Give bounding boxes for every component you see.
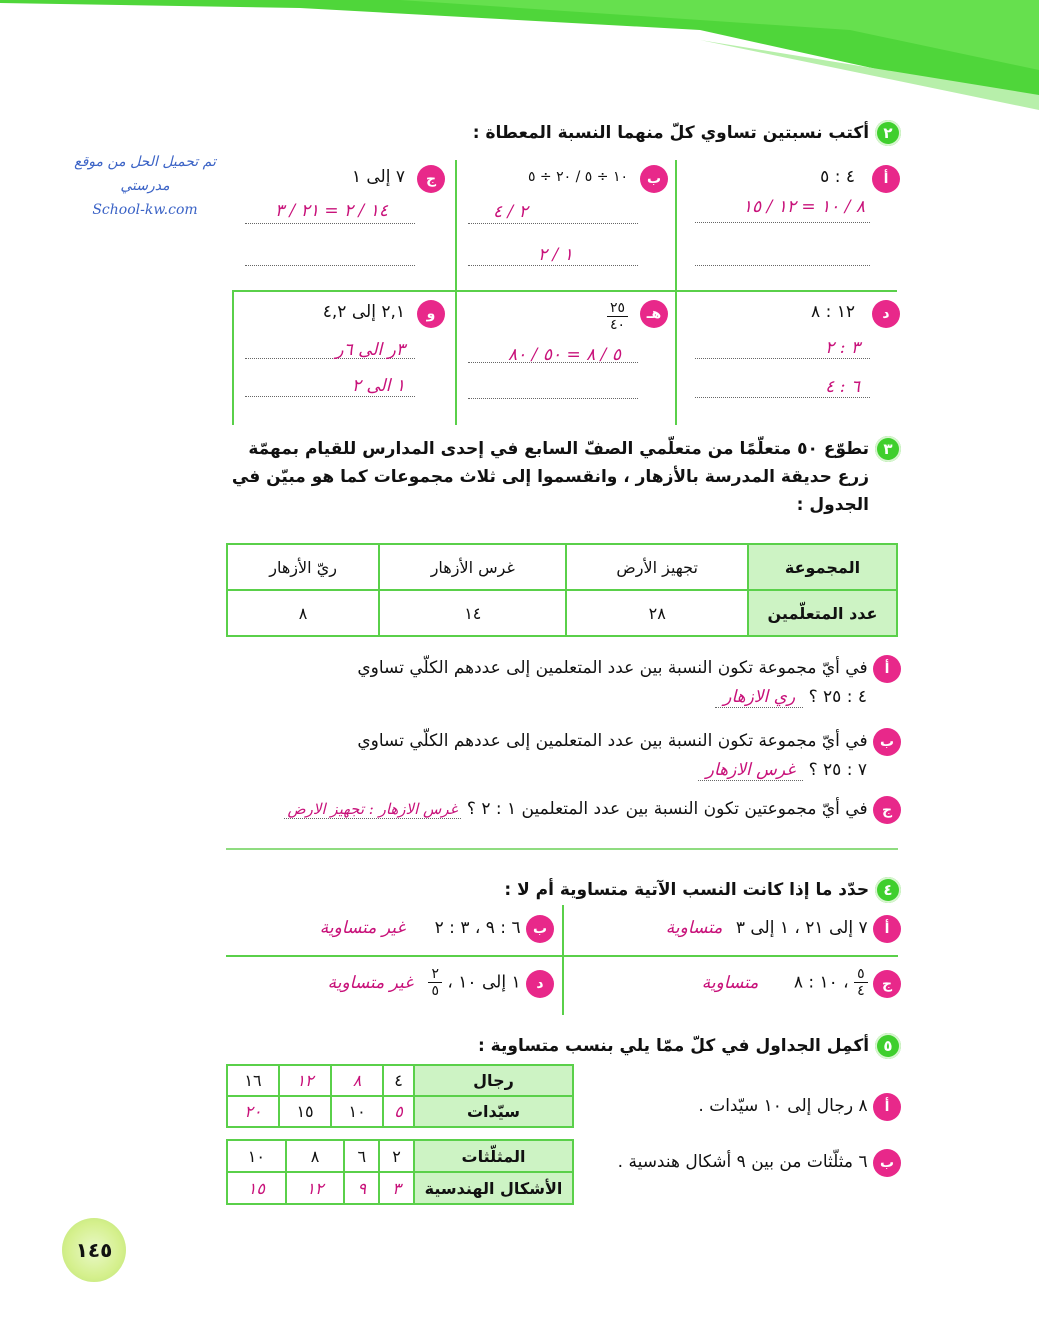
q4-number: ٤ (875, 877, 901, 903)
q2-cell-f (240, 300, 445, 420)
q5-b-cell: ٣ (379, 1172, 414, 1204)
q5-part-b (618, 1148, 901, 1177)
q4-grid-vline (562, 905, 564, 1015)
q2-f-letter: و (417, 300, 445, 328)
q3-line2: زرع حديقة المدرسة بالأزهار ، وانقسموا إلى ثلاث مجموعات كما هو مبيّن في (231, 467, 869, 487)
watermark-line3: School-kw.com (92, 202, 198, 218)
q5-a-cell: ٨ (331, 1065, 383, 1096)
q2-a-answer: ٨ / ١٠ = ١٢ / ١٥ (742, 197, 865, 217)
q4-a-text: ٧ إلى ٢١ ، ١ إلى ٣ (735, 918, 868, 938)
q4-heading (504, 877, 901, 903)
q2-grid-vline (455, 160, 457, 425)
q3-part-a (201, 654, 901, 711)
q4-c-letter: ج (873, 970, 901, 998)
q3-header-group: المجموعة (748, 544, 897, 590)
q3-cell-plant: ١٤ (379, 590, 566, 636)
q4-d-fraction: $\frac{٢}{٥}$ (428, 966, 442, 999)
watermark (50, 150, 240, 222)
q3-c-letter: ج (873, 796, 901, 824)
q2-cell-e (463, 300, 668, 420)
q2-d-answer2: ٦ : ٤ (825, 377, 860, 397)
q2-e-frac-bot: ٤٠ (609, 317, 625, 333)
q3-cell-prepare: ٢٨ (566, 590, 748, 636)
q2-a-letter: أ (872, 165, 900, 193)
q2-e-fraction (607, 300, 628, 333)
q3-part-b (201, 727, 901, 784)
q3-b-line1: في أيّ مجموعة تكون النسبة بين عدد المتعلمين إلى عددهم الكلّي تساوي (357, 731, 868, 751)
q3-b-answer: غرس الازهار (698, 760, 803, 781)
q5-a-cell: ١٦ (227, 1065, 279, 1096)
q2-e-frac-top: ٢٥ (607, 300, 628, 317)
q2-f-prompt: ٢,١ إلى ٤,٢ (322, 302, 405, 322)
q3-c-line1: في أيّ مجموعتين تكون النسبة بين عدد المتعلمين ١ : ٢ ؟ (466, 799, 868, 819)
q4-b-answer: غير متساوية (319, 918, 406, 938)
q4-part-a (666, 914, 901, 943)
q2-title: أكتب نسبتين تساوي كلّ منهما النسبة المعطاة : (472, 123, 870, 143)
q5-title: أكمِل الجداول في كلّ ممّا يلي بنسب متساوية : (477, 1036, 870, 1056)
q2-c-answer: ١٤ / ٢ = ٢١ / ٣ (275, 201, 388, 221)
q5-b-cell: ٦ (344, 1140, 379, 1172)
q5-a-cell: ٤ (383, 1065, 414, 1096)
q5-heading (478, 1033, 901, 1059)
section-divider (226, 848, 898, 850)
q2-c-prompt: ٧ إلى ١ (351, 167, 405, 187)
q5-a-text: ٨ رجال إلى ١٠ سيّدات . (698, 1096, 868, 1116)
q2-grid-vline (232, 290, 234, 425)
q2-e-letter: هـ (640, 300, 668, 328)
q2-cell-d (690, 300, 900, 420)
q3-text (231, 435, 901, 519)
q3-c-answer: غرس الازهار : تجهيز الارض (284, 800, 462, 819)
q3-row-label: عدد المتعلّمين (748, 590, 897, 636)
q5-a-cell: ١٠ (331, 1096, 383, 1127)
q5-b-cell: ٨ (286, 1140, 345, 1172)
q2-b-answer1: ٢ / ٤ (493, 202, 528, 222)
q5-b-cell: ٢ (379, 1140, 414, 1172)
q2-heading (473, 120, 901, 146)
q5-part-a (698, 1092, 901, 1121)
q2-a-line2 (695, 245, 870, 266)
q5-b-cell: ١٠ (227, 1140, 286, 1172)
header-swoosh (0, 0, 1039, 110)
q2-cell-c (240, 165, 445, 285)
q3-a-answer: ري الازهار (715, 687, 803, 708)
q4-part-d (328, 966, 554, 999)
q2-cell-b (463, 165, 668, 285)
q5-b-label-shapes: الأشكال الهندسية (414, 1172, 573, 1204)
q5-a-letter: أ (873, 1093, 901, 1121)
q4-d-answer: غير متساوية (327, 972, 414, 993)
q5-a-cell: ١٢ (279, 1065, 331, 1096)
q2-grid-vline (675, 160, 677, 425)
q5-b-letter: ب (873, 1149, 901, 1177)
q3-header-water: ريّ الأزهار (227, 544, 379, 590)
q5-b-label-triangles: المثلّثات (414, 1140, 573, 1172)
q2-e-line2 (468, 380, 638, 399)
q4-b-text: ٦ : ٩ ، ٣ : ٢ (434, 918, 521, 938)
q5-number: ٥ (875, 1033, 901, 1059)
q5-b-text: ٦ مثلّثات من بين ٩ أشكال هندسية . (617, 1152, 868, 1172)
q2-b-line2 (468, 253, 638, 266)
page-number: ١٤٥ (62, 1218, 126, 1282)
q2-d-answer1: ٣ : ٢ (825, 338, 860, 358)
q2-b-answer2: ١ / ٢ (538, 245, 573, 265)
q4-grid-hline (226, 955, 898, 957)
q5-a-label-men: رجال (414, 1065, 573, 1096)
q4-part-c (702, 966, 901, 999)
q4-part-b (320, 914, 554, 943)
q5-b-cell: ١٥ (227, 1172, 286, 1204)
q4-c-answer: متساوية (701, 972, 759, 993)
q2-grid-hline (232, 290, 897, 292)
q4-c-fraction: $\frac{٥}{٤}$ (854, 966, 868, 999)
q5-b-table (226, 1139, 574, 1205)
q2-f-answer1: ٣ر الى ٦ر (335, 340, 405, 360)
q4-d-letter: د (526, 970, 554, 998)
q3-header-plant: غرس الأزهار (379, 544, 566, 590)
q2-c-letter: ج (417, 165, 445, 193)
q2-f-answer2: ١ الى ٢ (351, 376, 405, 396)
q2-b-letter: ب (640, 165, 668, 193)
q4-b-letter: ب (526, 915, 554, 943)
q3-line3: الجدول : (796, 495, 869, 515)
q4-d-text: ١ إلى ١٠ ، (447, 972, 521, 993)
q3-a-line2: ٤ : ٢٥ ؟ (808, 687, 867, 707)
q2-d-letter: د (872, 300, 900, 328)
q2-b-prompt: ١٠ ÷ ٥ / ٢٠ ÷ ٥ (527, 169, 628, 185)
q5-a-label-women: سيّدات (414, 1096, 573, 1127)
q2-number: ٢ (875, 120, 901, 146)
q4-a-letter: أ (873, 915, 901, 943)
q5-a-cell: ٥ (383, 1096, 414, 1127)
q2-a-prompt: ٤ : ٥ (820, 167, 855, 187)
q2-c-line2 (245, 247, 415, 266)
q4-title: حدّد ما إذا كانت النسب الآتية متساوية أم لا : (504, 880, 870, 900)
q3-table (226, 543, 898, 637)
q5-a-cell: ١٥ (279, 1096, 331, 1127)
q3-header-prepare: تجهيز الأرض (566, 544, 748, 590)
q5-b-cell: ٩ (344, 1172, 379, 1204)
q3-line1: ٣ تطوّع ٥٠ متعلّمًا من متعلّمي الصفّ السابع في إحدى المدارس للقيام بمهمّة (241, 435, 901, 463)
q3-a-line1: في أيّ مجموعة تكون النسبة بين عدد المتعلمين إلى عددهم الكلّي تساوي (357, 658, 868, 678)
q3-b-line2: ٧ : ٢٥ ؟ (808, 760, 867, 780)
q4-c-text: ، ١٠ : ٨ (793, 972, 849, 993)
q2-cell-a (690, 165, 900, 285)
q3-a-letter: أ (873, 655, 901, 683)
q2-e-answer: ٥ / ٨ = ٥٠ / ٨٠ (508, 345, 621, 365)
q5-a-cell: ٢٠ (227, 1096, 279, 1127)
q3-b-letter: ب (873, 728, 901, 756)
q3-cell-water: ٨ (227, 590, 379, 636)
q3-number: ٣ (875, 436, 901, 462)
watermark-line1: تم تحميل الحل من موقع (74, 154, 216, 170)
q4-a-answer: متساوية (665, 918, 723, 938)
q5-a-table (226, 1064, 574, 1128)
q3-part-c (151, 795, 901, 824)
watermark-line2: مدرستي (120, 178, 170, 194)
q2-d-prompt: ١٢ : ٨ (811, 302, 855, 322)
q5-b-cell: ١٢ (286, 1172, 345, 1204)
